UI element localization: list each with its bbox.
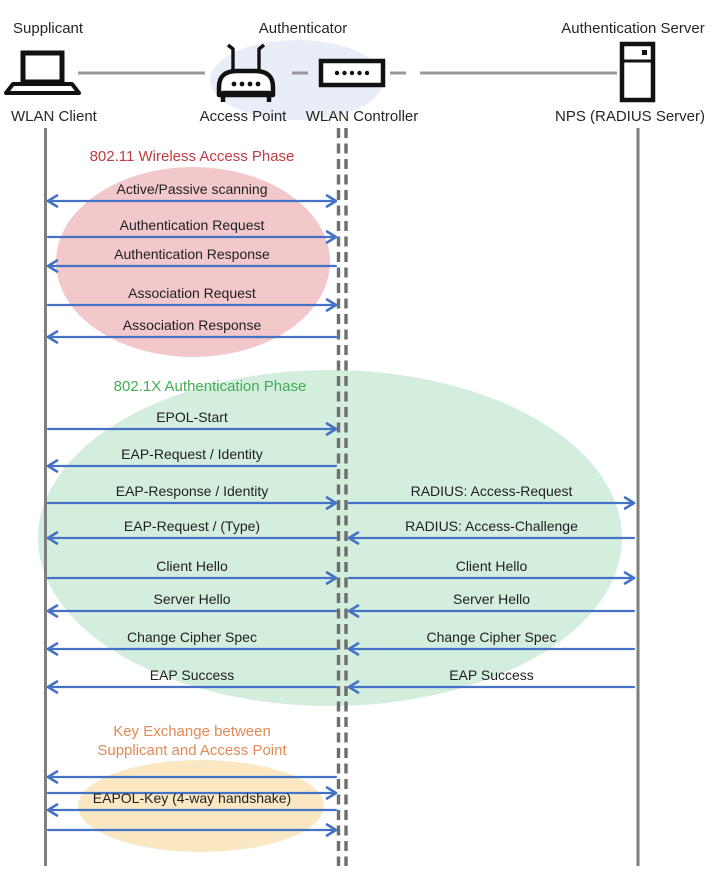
message-label: RADIUS: Access-Challenge — [405, 518, 578, 534]
phase-title-key-exchange — [48, 722, 336, 760]
node-label-access-point: Access Point — [199, 108, 287, 125]
role-label-supplicant: Supplicant — [13, 20, 84, 37]
message-label: Association Request — [128, 285, 256, 301]
message-label: Change Cipher Spec — [127, 629, 257, 645]
message-label: EAP Success — [449, 667, 534, 683]
node-label-nps-radius-server: NPS (RADIUS Server) — [554, 108, 706, 125]
message-label: EAPOL-Key (4-way handshake) — [92, 790, 292, 806]
message-arrow — [48, 772, 336, 783]
message-label: Server Hello — [452, 591, 531, 607]
message-label: EAP Success — [149, 667, 235, 683]
message-label: Authentication Request — [119, 217, 265, 233]
message-label: EPOL-Start — [156, 409, 228, 425]
message-label: Association Response — [122, 317, 262, 333]
phase-title-key-exchange-line1: Key Exchange between — [113, 723, 271, 740]
message-label: EAP-Request / (Type) — [123, 518, 261, 534]
message-label: Active/Passive scanning — [116, 181, 268, 197]
role-label-authentication-server: Authentication Server — [561, 20, 705, 37]
message-label: Client Hello — [455, 558, 528, 574]
phase-title-8021x: 802.1X Authentication Phase — [113, 378, 307, 395]
node-label-wlan-client: WLAN Client — [11, 108, 97, 125]
message-label: EAP-Request / Identity — [121, 446, 263, 462]
node-label-wlan-controller: WLAN Controller — [305, 108, 419, 125]
message-label: EAP-Response / Identity — [115, 483, 269, 499]
message-label: RADIUS: Access-Request — [410, 483, 573, 499]
message-label: Client Hello — [156, 558, 228, 574]
phase-title-key-exchange-line2: Supplicant and Access Point — [97, 742, 287, 759]
message-label: Authentication Response — [114, 246, 270, 262]
message-label: Server Hello — [153, 591, 231, 607]
role-label-authenticator: Authenticator — [258, 20, 348, 37]
message-arrow — [48, 825, 336, 836]
message-label: Change Cipher Spec — [426, 629, 557, 645]
phase-title-80211: 802.11 Wireless Access Phase — [89, 148, 295, 165]
